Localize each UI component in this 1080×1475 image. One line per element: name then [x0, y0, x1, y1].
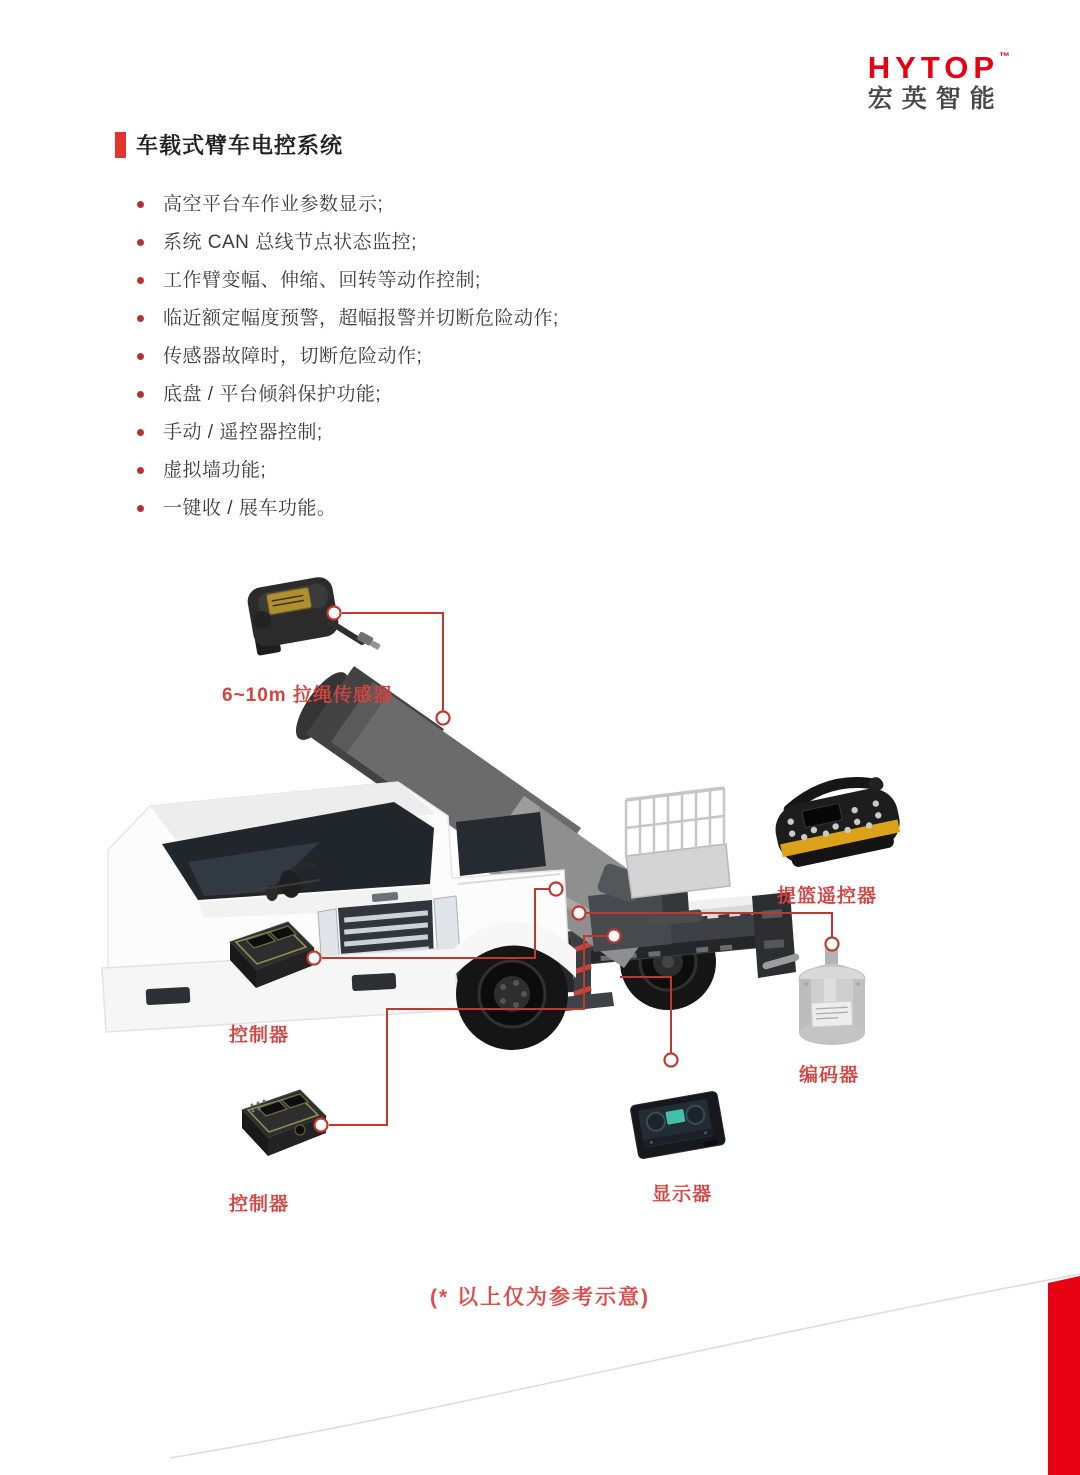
list-item [137, 192, 559, 217]
feature-list [137, 192, 559, 534]
page-title: 车载式臂车电控系统 [136, 133, 344, 158]
list-item [137, 496, 559, 521]
display-label: 显示器 [652, 1184, 713, 1205]
list-item [137, 344, 559, 369]
list-item [137, 230, 559, 255]
bullet-dot [137, 239, 144, 246]
basket-remote-image [768, 773, 904, 870]
controller-top-label: 控制器 [229, 1025, 290, 1046]
bullet-dot [137, 353, 144, 360]
logo [868, 52, 1010, 112]
list-item [137, 382, 559, 407]
feature-text: 工作臂变幅、伸缩、回转等动作控制; [163, 270, 481, 291]
feature-text: 一键收 / 展车功能。 [163, 498, 337, 519]
bullet-dot [137, 315, 144, 322]
rope-sensor-image [245, 575, 380, 656]
bullet-dot [137, 505, 144, 512]
feature-text: 传感器故障时，切断危险动作; [163, 346, 423, 367]
bullet-dot [137, 467, 144, 474]
title-accent-bar [115, 132, 126, 158]
controller-bottom-label: 控制器 [229, 1194, 290, 1215]
feature-text: 底盘 / 平台倾斜保护功能; [163, 384, 382, 405]
list-item [137, 268, 559, 293]
trademark-mark: ™ [999, 51, 1010, 63]
decorative-curve [170, 1274, 1080, 1458]
section-title-row [115, 129, 343, 160]
work-basket [626, 788, 730, 898]
feature-text: 高空平台车作业参数显示; [163, 194, 384, 215]
feature-text: 临近额定幅度预警，超幅报警并切断危险动作; [163, 308, 559, 329]
bullet-dot [137, 201, 144, 208]
list-item [137, 306, 559, 331]
front-wheel [450, 921, 576, 1050]
bottom-decoration [0, 1240, 1080, 1475]
display-image [630, 1091, 726, 1159]
bullet-dot [137, 277, 144, 284]
corner-red-band [1048, 1276, 1080, 1475]
logo-subtitle: 宏英智能 [867, 85, 1004, 113]
basket-remote-label: 提篮遥控器 [777, 886, 878, 907]
logo-brand [868, 52, 1010, 83]
feature-text: 系统 CAN 总线节点状态监控; [163, 232, 417, 253]
bullet-dot [137, 391, 144, 398]
feature-text: 手动 / 遥控器控制; [163, 422, 323, 443]
bullet-dot [137, 429, 144, 436]
encoder-label: 编码器 [799, 1065, 860, 1086]
encoder-image [762, 944, 865, 1045]
list-item [137, 458, 559, 483]
list-item [137, 420, 559, 445]
controller-bottom-image [242, 1090, 326, 1156]
system-diagram [0, 560, 1080, 1240]
rope-sensor-label: 6~10m 拉绳传感器 [222, 685, 393, 706]
logo-brand-text: HYTOP [867, 50, 999, 85]
footnote: (* 以上仅为参考示意) [430, 1286, 650, 1309]
feature-text: 虚拟墙功能; [163, 460, 267, 481]
